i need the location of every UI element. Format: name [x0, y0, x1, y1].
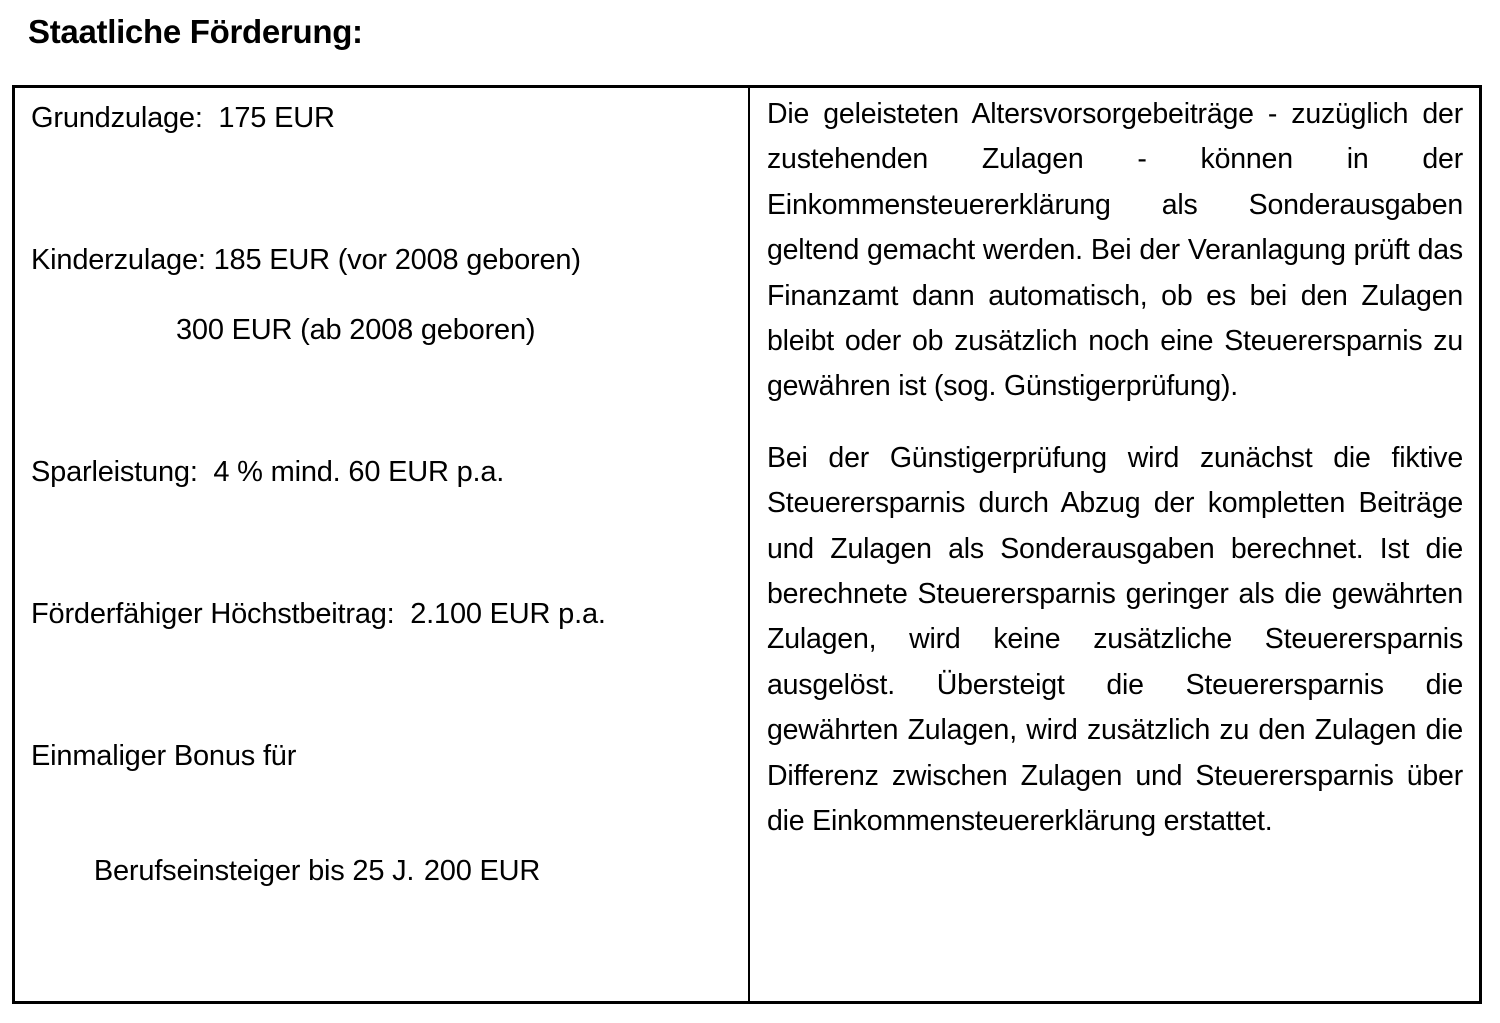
row-kinderzulage: Kinderzulage: 185 EUR (vor 2008 geboren)	[31, 244, 581, 276]
page-title: Staatliche Förderung:	[28, 13, 363, 50]
row-kinderzulage-ab-2008: 300 EUR (ab 2008 geboren)	[176, 314, 536, 346]
paragraph-guenstigerpruefung: Bei der Günstigerprüfung wird zunächst die fiktive Steuerersparnis durch Abzug der kompletten Beiträge und Zulagen als Sonderausgaben berechnet. Ist die berechnete Steuerersparnis geringer als die gewährten Zulagen, wird keine zusätzliche Steuerersparnis ausgelöst. Übersteigt die Steuerersparnis die gewährten Zulagen, wird zusätzlich zu den Zulagen die Differenz zwischen Zulagen und Steuerersparnis über die Einkommensteuererklärung erstattet.	[767, 441, 1463, 838]
paragraph-sonderausgaben: Die geleisteten Altersvorsorgebeiträge - zuzüglich der zustehenden Zulagen - können in der Einkommensteuererklärung als Sonderausgaben geltend gemacht werden. Bei der Veranlagung prüft das Finanzamt dann automatisch, ob es bei den Zulagen bleibt oder ob zusätzlich noch eine Steuerersparnis zu gewähren ist (sog. Günstigerprüfung).	[767, 98, 1463, 403]
row-sparleistung: Sparleistung: 4 % mind. 60 EUR p.a.	[31, 456, 505, 488]
row-hoechstbeitrag: Förderfähiger Höchstbeitrag: 2.100 EUR p.a.	[31, 598, 606, 630]
row-bonus-zeile-1: Einmaliger Bonus für	[31, 740, 297, 772]
foerderung-table	[12, 85, 1482, 1004]
table-cell-subsidies	[15, 88, 750, 1001]
row-bonus-zeile-2	[31, 804, 730, 939]
bonus-value: 200 EUR	[423, 855, 541, 887]
row-grundzulage: Grundzulage: 175 EUR	[31, 102, 335, 134]
bonus-label: Berufseinsteiger bis 25 J.	[93, 855, 415, 887]
table-cell-explanation	[750, 88, 1479, 1001]
